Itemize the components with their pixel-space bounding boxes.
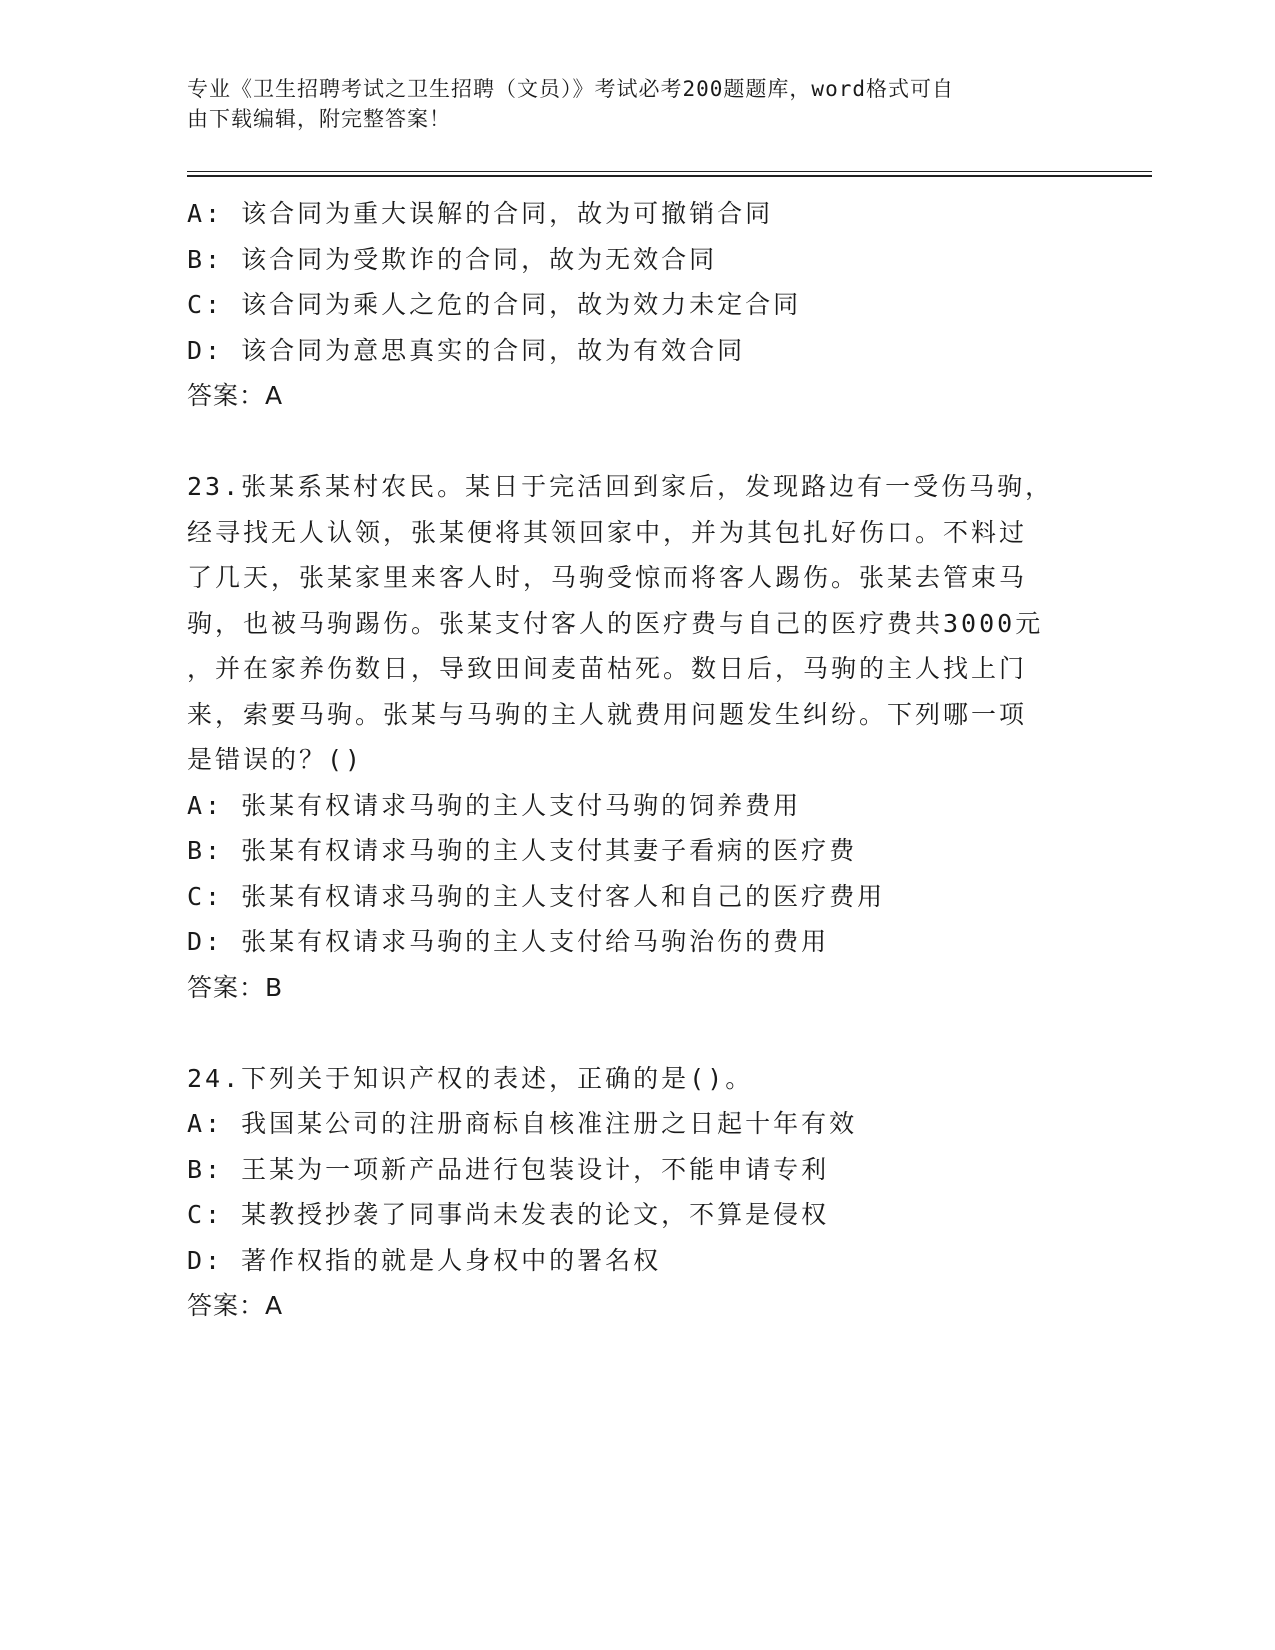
q23-stem-line: 是错误的？(): [187, 745, 364, 774]
question-23-block: [187, 464, 1107, 1010]
document-header: [187, 74, 1087, 134]
header-line-2: 由下载编辑，附完整答案！: [187, 107, 451, 131]
q23-option-c: C: 张某有权请求马驹的主人支付客人和自己的医疗费用: [187, 881, 886, 911]
q22-option-c: C: 该合同为乘人之危的合同，故为效力未定合同: [187, 290, 802, 319]
question-content: [187, 191, 1107, 1329]
q23-stem-line: 23.张某系某村农民。某日于完活回到家后，发现路边有一受伤马驹，: [187, 472, 1054, 501]
q23-option-d: D: 张某有权请求马驹的主人支付给马驹治伤的费用: [187, 927, 830, 956]
q22-option-a: A: 该合同为重大误解的合同，故为可撤销合同: [187, 199, 774, 228]
q23-option-b: B: 张某有权请求马驹的主人支付其妻子看病的医疗费: [187, 836, 858, 865]
q22-answer: 答案：A: [187, 381, 284, 410]
header-line-1: 专业《卫生招聘考试之卫生招聘（文员）》考试必考200题题库，word格式可自: [187, 77, 954, 101]
header-rule-thick: [187, 175, 1152, 177]
q23-stem-line: 经寻找无人认领，张某便将其领回家中，并为其包扎好伤口。不料过: [187, 517, 1028, 547]
q24-stem: 24.下列关于知识产权的表述，正确的是()。: [187, 1063, 754, 1093]
spacer: [187, 419, 1107, 465]
q22-option-b: B: 该合同为受欺诈的合同，故为无效合同: [187, 244, 718, 274]
q23-stem-line: 了几天，张某家里来客人时，马驹受惊而将客人踢伤。张某去管束马: [187, 563, 1028, 592]
q22-option-d: D: 该合同为意思真实的合同，故为有效合同: [187, 335, 746, 365]
q23-option-a: A: 张某有权请求马驹的主人支付马驹的饲养费用: [187, 790, 802, 820]
q24-option-b: B: 王某为一项新产品进行包装设计，不能申请专利: [187, 1154, 830, 1184]
q23-stem-line: 来，索要马驹。张某与马驹的主人就费用问题发生纠纷。下列哪一项: [187, 699, 1028, 729]
header-rule-thin: [187, 171, 1152, 172]
q24-option-d: D: 著作权指的就是人身权中的署名权: [187, 1245, 662, 1275]
q24-option-c: C: 某教授抄袭了同事尚未发表的论文，不算是侵权: [187, 1200, 830, 1229]
q24-option-a: A: 我国某公司的注册商标自核准注册之日起十年有效: [187, 1109, 858, 1138]
q23-stem-line: ，并在家养伤数日，导致田间麦苗枯死。数日后，马驹的主人找上门: [187, 654, 1028, 683]
q23-stem-line: 驹，也被马驹踢伤。张某支付客人的医疗费与自己的医疗费共3000元: [187, 608, 1044, 638]
question-22-block: [187, 191, 1107, 419]
q24-answer: 答案：A: [187, 1291, 284, 1320]
q23-answer: 答案：B: [187, 972, 284, 1002]
question-24-block: [187, 1056, 1107, 1329]
spacer: [187, 1010, 1107, 1056]
